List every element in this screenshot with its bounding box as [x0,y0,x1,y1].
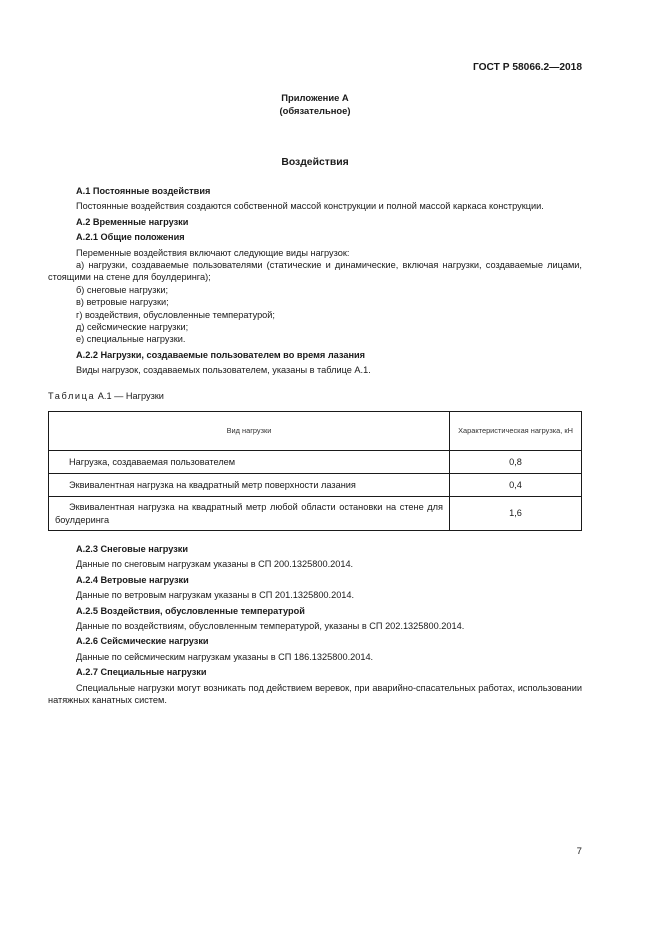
table-cell-type [49,497,450,531]
table-header-row [49,412,582,451]
page-number: 7 [576,846,582,857]
section-a24-text: Данные по ветровым нагрузкам указаны в СП 201.1325800.2014. [76,590,355,601]
section-a27-text: Специальные нагрузки могут возникать под действием веревок, при аварийно-спасательных работах, использовании натяжных канатных систем. [48,682,582,705]
loads-table [48,411,582,531]
table-cell-type [49,451,450,474]
list-item: в) ветровые нагрузки; [76,297,169,308]
section-a23-text: Данные по снеговым нагрузкам указаны в СП 200.1325800.2014. [76,559,354,570]
load-value: 0,4 [450,474,582,497]
table-caption [48,390,582,402]
annex-title: Приложение А [281,92,349,103]
table-row [49,497,582,531]
section-a21-heading: А.2.1 Общие положения [76,232,185,243]
table-caption-text: А.1 — Нагрузки [95,390,164,401]
list-item: г) воздействия, обусловленные температурой; [76,309,275,320]
section-a22-text: Виды нагрузок, создаваемых пользователем, указаны в таблице А.1. [76,365,371,376]
section-a1-heading: А.1 Постоянные воздействия [76,186,211,196]
annex-status: (обязательное) [279,105,351,116]
section-a26-heading: А.2.6 Сейсмические нагрузки [76,636,209,647]
section-a26-text: Данные по сейсмическим нагрузкам указаны в СП 186.1325800.2014. [76,651,374,662]
load-type: Эквивалентная нагрузка на квадратный метр поверхности лазания [69,479,356,490]
document-body [48,185,582,709]
standard-number: ГОСТ Р 58066.2—2018 [472,62,582,73]
table-header-load-type: Вид нагрузки [49,412,450,451]
section-a2-heading: А.2 Временные нагрузки [76,216,189,227]
load-value: 0,8 [450,451,582,474]
table-header-load-value: Характеристическая нагрузка, кН [450,412,582,451]
page-title: Воздействия [281,157,349,168]
list-item: д) сейсмические нагрузки; [76,322,189,333]
section-a22-heading: А.2.2 Нагрузки, создаваемые пользователем во время лазания [76,349,366,360]
list-item: б) снеговые нагрузки; [76,284,169,295]
section-a25-heading: А.2.5 Воздействия, обусловленные температурой [76,605,305,616]
section-a21-intro: Переменные воздействия включают следующие виды нагрузок: [76,247,350,258]
table-row [49,451,582,474]
section-a23-heading: А.2.3 Снеговые нагрузки [76,543,189,554]
table-cell-type [49,474,450,497]
section-a27-heading: А.2.7 Специальные нагрузки [76,667,207,678]
table-caption-word: Таблица [48,390,96,401]
list-item: е) специальные нагрузки. [76,334,186,345]
list-item: а) нагрузки, создаваемые пользователями (статические и динамические, включая нагрузки, создаваемые лицами, стоящими на стене для боулдеринга); [48,260,582,283]
section-a25-text: Данные по воздействиям, обусловленным температурой, указаны в СП 202.1325800.2014. [76,620,465,631]
load-type: Эквивалентная нагрузка на квадратный метр любой области остановки на стене для боулдеринга [55,502,443,525]
section-a1-text: Постоянные воздействия создаются собственной массой конструкции и полной массой каркаса конструкции. [76,201,544,212]
section-a24-heading: А.2.4 Ветровые нагрузки [76,574,189,585]
table-row [49,474,582,497]
load-type: Нагрузка, создаваемая пользователем [69,456,236,467]
load-value: 1,6 [450,497,582,531]
